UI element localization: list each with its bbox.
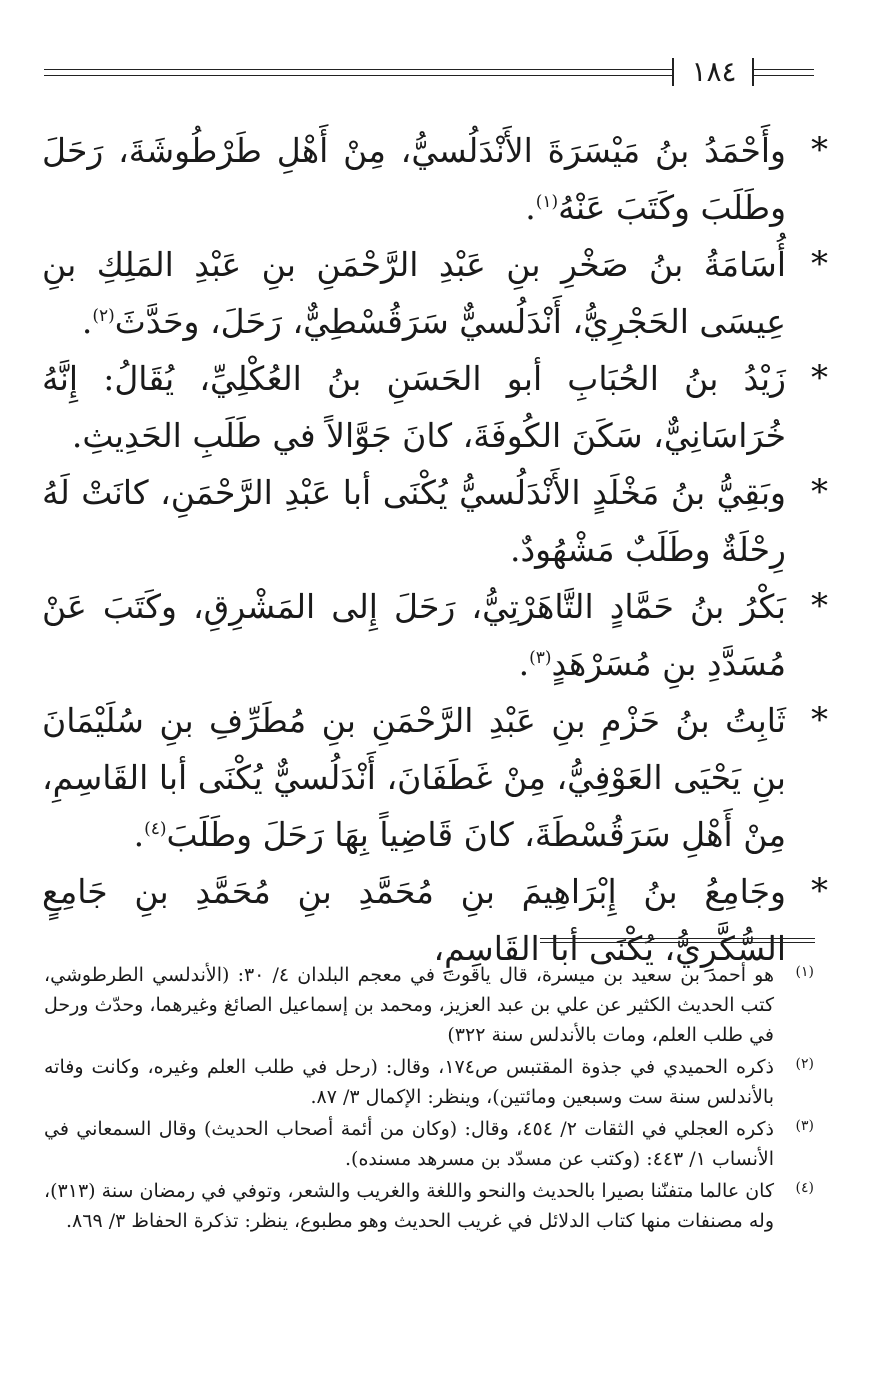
- footnote-text: ذكره العجلي في الثقات ٢/ ٤٥٤، وقال: (وكان من أئمة أصحاب الحديث) وقال السمعاني في الأنساب ١/ ٤٤٣: (وكتب عن مسدّد بن مسرهد مسنده).: [44, 1118, 774, 1170]
- entry-text: زَيْدُ بنُ الحُبَابِ أبو الحَسَنِ بنُ العُكْلِيِّ، يُقَالُ: إِنَّهُ خُرَاسَانِيٌّ، سَكَنَ الكُوفَةَ، كانَ جَوَّالاً في طَلَبِ الحَدِيثِ.: [42, 359, 786, 455]
- footnote: [44, 1052, 814, 1112]
- footnotes: [44, 960, 814, 1238]
- footnote-reference[interactable]: (٤): [144, 819, 167, 839]
- footnote: [44, 960, 814, 1050]
- footnote-text: كان عالما متفنّنا بصيرا بالحديث والنحو واللغة والغريب والشعر، وتوفي في رمضان سنة (٣١٣)، وله مصنفات منها كتاب الدلائل في غريب الحديث وهو مطبوع، ينظر: تذكرة الحفاظ ٣/ ٨٦٩.: [44, 1180, 774, 1232]
- entry-text: وجَامِعُ بنُ إِبْرَاهِيمَ بنِ مُحَمَّدِ بنِ مُحَمَّدِ بنِ جَامِعٍ السُّكَّرِيُّ، يُكْنَى أبا القَاسِمِ،: [42, 872, 786, 968]
- footnote-mark: (١): [795, 964, 814, 980]
- footnote-separator: [540, 938, 815, 943]
- entry-text: بَكْرُ بنُ حَمَّادٍ التَّاهَرْتِيُّ، رَحَلَ إِلى المَشْرِقِ، وكَتَبَ عَنْ مُسَدَّدِ بنِ مُسَرْهَدٍ: [42, 587, 786, 683]
- footnote-reference[interactable]: (٢): [92, 306, 115, 326]
- asterisk-icon: *: [811, 358, 828, 398]
- entry-end: .: [133, 815, 145, 854]
- footnote: [44, 1176, 814, 1236]
- asterisk-icon: *: [811, 130, 828, 170]
- asterisk-icon: *: [811, 244, 828, 284]
- asterisk-icon: *: [811, 871, 828, 911]
- biography-entry: [42, 464, 828, 578]
- biography-entry: [42, 350, 828, 464]
- footnote: [44, 1114, 814, 1174]
- header-rule: [754, 69, 814, 76]
- footnote-reference[interactable]: (٣): [529, 648, 552, 668]
- entry-text: وبَقِيُّ بنُ مَخْلَدٍ الأَنْدَلُسيُّ يُكْنَى أبا عَبْدِ الرَّحْمَنِ، كانَتْ لَهُ رِحْلَةٌ وطَلَبٌ مَشْهُودٌ.: [42, 473, 786, 569]
- entry-text: أُسَامَةُ بنُ صَخْرِ بنِ عَبْدِ الرَّحْمَنِ بنِ عَبْدِ المَلِكِ بنِ عِيسَى الحَجْرِيُّ، أَنْدَلُسيٌّ سَرَقُسْطِيٌّ، رَحَلَ، وحَدَّثَ: [42, 245, 786, 341]
- footnote-mark: (٣): [795, 1118, 814, 1134]
- entry-text: وأَحْمَدُ بنُ مَيْسَرَةَ الأَنْدَلُسيُّ، مِنْ أَهْلِ طَرْطُوشَةَ، رَحَلَ وطَلَبَ وكَتَبَ عَنْهُ: [42, 131, 786, 227]
- asterisk-icon: *: [811, 586, 828, 626]
- biography-entry: [42, 236, 828, 350]
- page-number: ١٨٤: [691, 55, 737, 88]
- footnote-text: هو أحمد بن سعيد بن ميسرة، قال ياقوت في معجم البلدان ٤/ ٣٠: (الأندلسي الطرطوشي، كتب الحديث الكثير عن علي بن عبد العزيز، ومحمد بن إسماعيل الصائغ وغيرهما، وحدّث ورحل في طلب العلم، ومات بالأندلس سنة ٣٢٢): [44, 964, 774, 1046]
- footnote-text: ذكره الحميدي في جذوة المقتبس ص١٧٤، وقال: (رحل في طلب العلم وغيره، وكانت وفاته بالأندلس سنة ست وسبعين ومائتين)، وينظر: الإكمال ٣/ ٨٧.: [44, 1056, 774, 1108]
- footnote-mark: (٤): [795, 1180, 814, 1196]
- asterisk-icon: *: [811, 472, 828, 512]
- header-rule: [44, 69, 672, 76]
- asterisk-icon: *: [811, 700, 828, 740]
- entry-end: .: [81, 302, 93, 341]
- biography-entry: [42, 578, 828, 692]
- footnote-mark: (٢): [795, 1056, 814, 1072]
- entry-end: .: [525, 188, 536, 227]
- entry-end: .: [518, 644, 530, 683]
- footnote-reference[interactable]: (١): [535, 192, 559, 212]
- biography-entries: [42, 122, 828, 977]
- entry-text: ثَابِتُ بنُ حَزْمِ بنِ عَبْدِ الرَّحْمَنِ بنِ مُطَرِّفِ بنِ سُلَيْمَانَ بنِ يَحْيَى العَوْفِيُّ، مِنْ غَطَفَانَ، أَنْدَلُسيٌّ يُكْنَى أبا القَاسِمِ، مِنْ أَهْلِ سَرَقُسْطَةَ، كانَ قَاضِياً بِهَا رَحَلَ وطَلَبَ: [42, 701, 786, 854]
- biography-entry: [42, 122, 828, 236]
- header-divider: [672, 58, 674, 86]
- biography-entry: [42, 692, 828, 863]
